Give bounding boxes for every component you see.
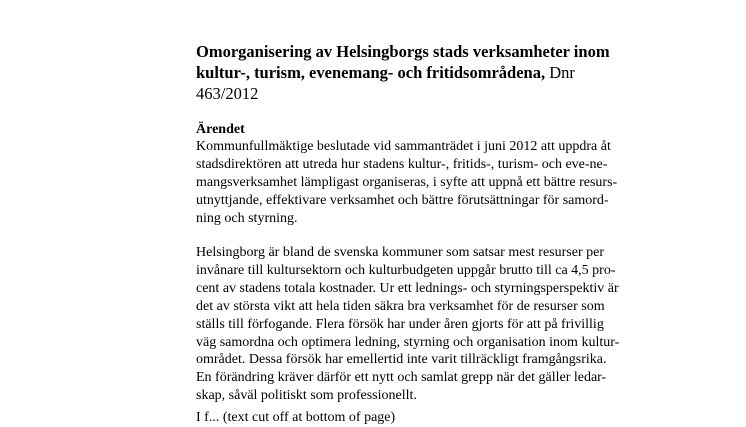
- paragraph-line: Helsingborg är bland de svenska kommuner som satsar mest resurser per: [196, 245, 604, 260]
- paragraph-line: Kommunfullmäktige beslutade vid sammanträdet i juni 2012 att uppdra åt: [196, 139, 611, 154]
- dnr-label: Dnr: [549, 63, 575, 82]
- paragraph-line: invånare till kultursektorn och kulturbudgeten uppgår brutto till ca 4,5 pro-: [196, 262, 616, 278]
- paragraph-line: I f... (text cut off at bottom of page): [196, 410, 396, 425]
- paragraph-line: stadsdirektören att utreda hur stadens kultur-, fritids-, turism- och eve-ne-: [196, 156, 608, 172]
- paragraph-1: [196, 138, 617, 228]
- paragraph-line: väg samordna och optimera ledning, styrning och organisation inom kultur-: [196, 334, 620, 350]
- section-heading: Ärendet: [196, 122, 245, 137]
- title-line-1: Omorganisering av Helsingborgs stads verksamheter inom: [196, 42, 610, 61]
- paragraph-line: det av största vikt att hela tiden säkra bra verksamhet för de resurser som: [196, 298, 605, 314]
- paragraph-line: ställs till förfogande. Flera försök har under åren gjorts för att på frivillig: [196, 316, 604, 332]
- paragraph-line: ning och styrning.: [196, 210, 298, 226]
- document-title: [196, 41, 656, 104]
- title-line-2: kultur-, turism, evenemang- och fritidsområdena,: [196, 63, 546, 82]
- paragraph-line: En förändring kräver därför ett nytt och samlat grepp när det gäller ledar-: [196, 370, 607, 386]
- paragraph-line: skap, såväl politiskt som professionellt.: [196, 388, 417, 404]
- document-page: [196, 41, 656, 425]
- paragraph-line: mangsverksamhet lämpligast organiseras, i syfte att uppnå ett bättre resurs-: [196, 174, 618, 190]
- paragraph-line: området. Dessa försök har emellertid inte varit tillräckligt framgångsrika.: [196, 352, 607, 368]
- dnr-number: 463/2012: [196, 84, 259, 103]
- paragraph-line: cent av stadens totala kostnader. Ur ett lednings- och styrningsperspektiv är: [196, 280, 619, 296]
- paragraph-2: [196, 244, 619, 405]
- paragraph-line: utnyttjande, effektivare verksamhet och bättre förutsättningar för samord-: [196, 192, 609, 208]
- paragraph-3-partial: [196, 409, 395, 427]
